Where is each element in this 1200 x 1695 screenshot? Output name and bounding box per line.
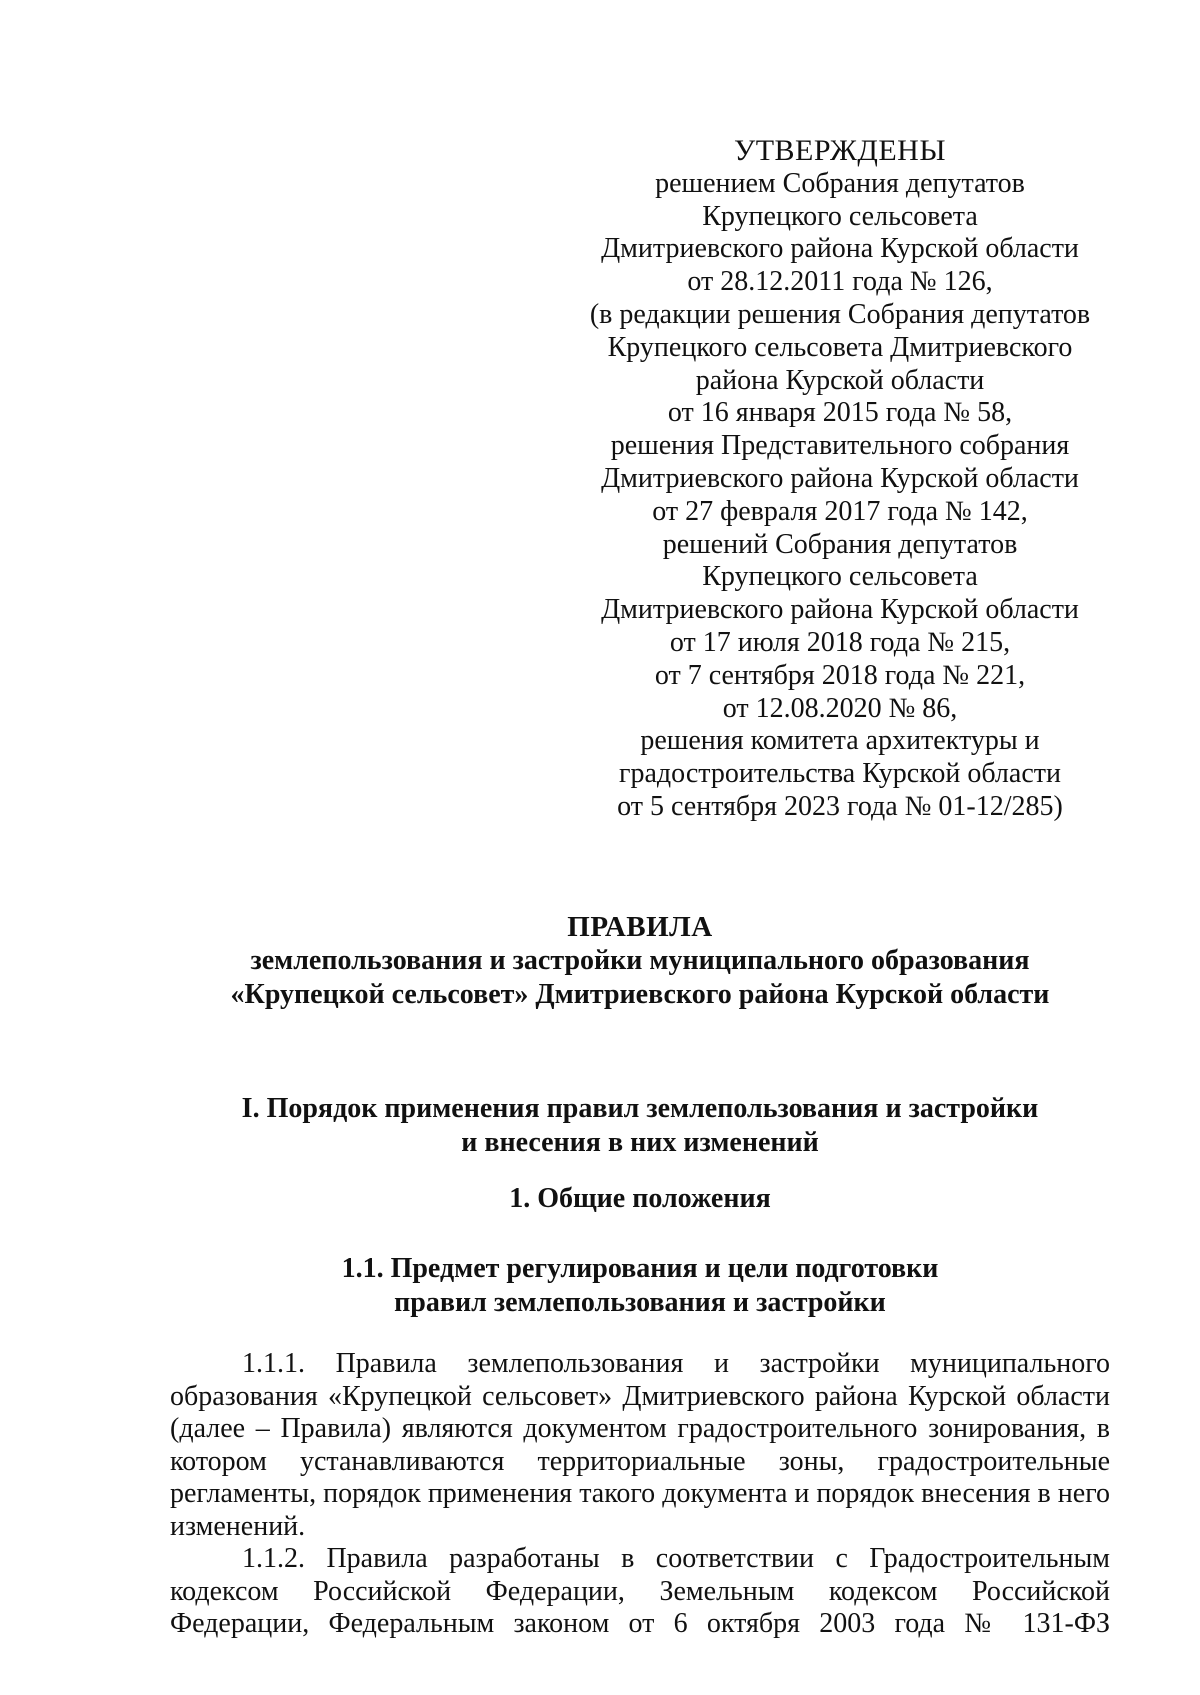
subsubsection-heading: [120, 1252, 1160, 1320]
approval-line: решением Собрания депутатов: [655, 167, 1025, 199]
section-heading: [120, 1092, 1160, 1160]
approval-line: Крупецкого сельсовета: [702, 561, 978, 593]
approval-line: района Курской области: [695, 364, 985, 396]
document-title-line: «Крупецкой сельсовет» Дмитриевского района Курской области: [230, 979, 1050, 1010]
approval-line: решения Представительного собрания: [610, 430, 1070, 462]
approval-title: УТВЕРЖДЕНЫ: [733, 134, 947, 167]
approval-line: решений Собрания депутатов: [662, 528, 1018, 560]
paragraph-number: 1.1.2.: [242, 1543, 305, 1574]
approval-line: от 28.12.2011 года № 126,: [687, 266, 993, 298]
paragraph-number: 1.1.1.: [242, 1348, 305, 1379]
document-title-main: ПРАВИЛА: [567, 911, 713, 943]
approval-line: от 27 февраля 2017 года № 142,: [652, 495, 1028, 527]
subsection-title: 1. Общие положения: [509, 1183, 771, 1214]
approval-block: [540, 135, 1140, 824]
subsection-heading: [120, 1182, 1160, 1216]
subsubsection-heading-line: правил землепользования и застройки: [394, 1287, 886, 1318]
approval-line: от 5 сентября 2023 года № 01-12/285): [617, 790, 1063, 822]
section-heading-line: I. Порядок применения правил землепользования и застройки: [241, 1093, 1039, 1124]
document-title-line: землепользования и застройки муниципального образования: [250, 945, 1030, 976]
approval-line: от 17 июля 2018 года № 215,: [669, 626, 1011, 658]
approval-line: Дмитриевского района Курской области: [601, 594, 1079, 626]
approval-line: от 12.08.2020 № 86,: [722, 692, 958, 724]
approval-line: (в редакции решения Собрания депутатов: [589, 298, 1091, 330]
approval-line: от 7 сентября 2018 года № 221,: [654, 659, 1026, 691]
section-heading-line: и внесения в них изменений: [461, 1127, 819, 1158]
paragraph-text: Правила разработаны в соответствии с Градостроительным кодексом Российской Федерации, Земельным кодексом Российской Федерации, Федеральным законом от 6 октября 2003 года № 131-ФЗ: [170, 1543, 1111, 1639]
paragraph: [170, 1543, 1110, 1641]
approval-line: Крупецкого сельсовета Дмитриевского: [607, 331, 1073, 363]
approval-line: градостроительства Курской области: [619, 758, 1061, 790]
document-title: [120, 910, 1160, 1012]
approval-line: Крупецкого сельсовета: [702, 200, 978, 232]
approval-line: от 16 января 2015 года № 58,: [667, 397, 1013, 429]
paragraph: [170, 1348, 1110, 1543]
paragraph-text: Правила землепользования и застройки муниципального образования «Крупецкой сельсовет» Дмитриевского района Курской области (далее – Правила) являются документом градостроительного зонирования, в котором устанавливаются территориальные зоны, градостроительные регламенты, порядок применения такого документа и порядок внесения в него изменений.: [170, 1348, 1110, 1542]
approval-line: Дмитриевского района Курской области: [601, 462, 1079, 494]
approval-line: решения комитета архитектуры и: [640, 725, 1040, 757]
body-text: [170, 1348, 1110, 1641]
subsubsection-heading-line: 1.1. Предмет регулирования и цели подготовки: [341, 1253, 939, 1284]
approval-line: Дмитриевского района Курской области: [601, 233, 1079, 265]
